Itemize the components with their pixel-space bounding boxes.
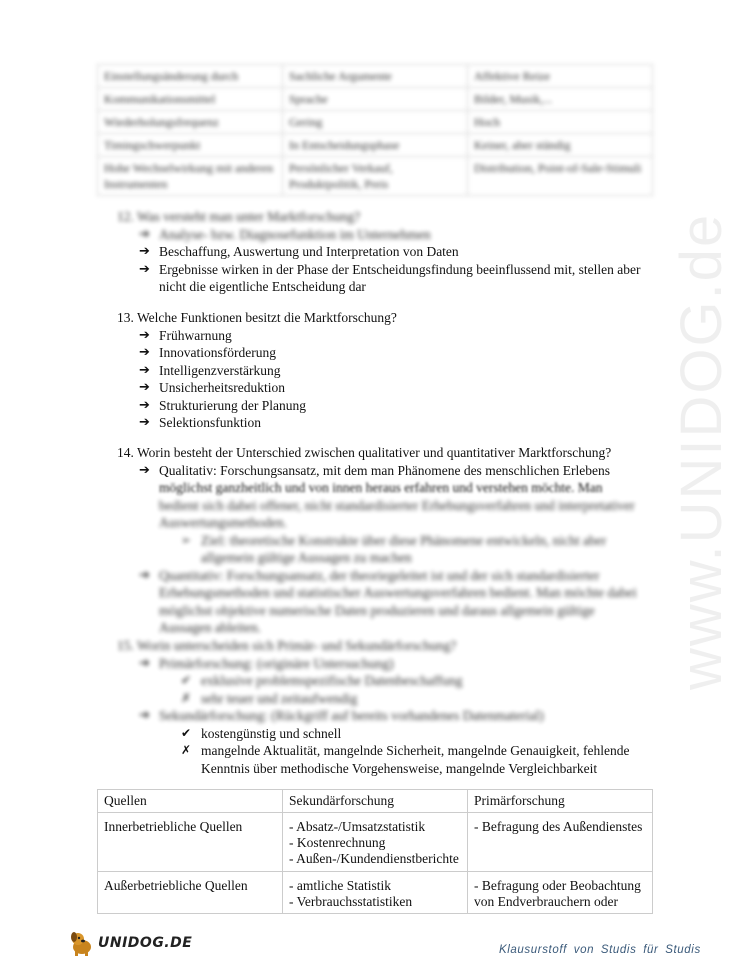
list-item <box>139 344 657 362</box>
list-item-text: Beschaffung, Auswertung und Interpretation von Daten <box>159 244 459 259</box>
answer-list <box>117 327 657 432</box>
answer-list <box>117 226 657 296</box>
secondary-label: Sekundärforschung: (Rückgriff auf bereits vorhandenes Datenmaterial) <box>159 708 544 723</box>
cross-icon: ✗ <box>181 743 192 757</box>
sub-list-item-text: exklusive problemspezifische Datenbeschaffung <box>201 673 463 688</box>
sub-list-item-text: sehr teuer und zeitaufwendig <box>201 690 358 706</box>
list-item-text: Selektionsfunktion <box>159 415 261 430</box>
table-header-row <box>98 790 653 813</box>
table-cell: Sachliche Argumente <box>283 65 468 88</box>
table-row <box>98 111 653 134</box>
qualitative-line-2: möglichst ganzheitlich und von innen heraus erfahren und verstehen möchte. Man <box>159 480 603 495</box>
sub-list <box>159 725 637 778</box>
table-row <box>98 157 653 196</box>
table-cell: Bilder, Musik,... <box>468 88 653 111</box>
list-item-text: Intelligenzverstärkung <box>159 362 281 378</box>
arrow-right-icon: ➔ <box>139 327 150 343</box>
sub-list-item <box>181 532 637 567</box>
question-title: 12. Was versteht man unter Marktforschung? <box>117 209 361 224</box>
list-item-text: Innovationsförderung <box>159 345 276 360</box>
table-cell: Distribution, Point-of-Sale-Stimuli <box>468 157 653 196</box>
list-item <box>139 707 637 777</box>
list-item <box>139 261 657 296</box>
arrow-right-icon: ➔ <box>139 261 150 277</box>
table-row <box>98 65 653 88</box>
list-item-text: Frühwarnung <box>159 327 232 343</box>
table-cell: Affektive Reize <box>468 65 653 88</box>
arrow-right-icon: ➔ <box>139 226 150 242</box>
sub-list-item <box>181 690 637 708</box>
arrow-right-icon: ➔ <box>139 567 150 583</box>
list-item <box>139 379 657 397</box>
list-item-text: Strukturierung der Planung <box>159 397 306 413</box>
question-title: 15. Worin unterscheiden sich Primär- und Sekundärforschung? <box>117 638 457 653</box>
list-item <box>139 655 637 708</box>
table-cell: Hohe Wechselwirkung mit anderen Instrumenten <box>98 157 283 196</box>
check-icon: ✔ <box>181 725 192 740</box>
table-cell: Kommunikationsmittel <box>98 88 283 111</box>
list-item-text: Unsicherheitsreduktion <box>159 380 285 395</box>
pointer-arrow-icon: ➢ <box>181 532 192 547</box>
column-header: Primärforschung <box>468 790 653 813</box>
cell-line: - Kostenrechnung <box>289 835 386 850</box>
table-cell: Hoch <box>468 111 653 134</box>
table-row <box>98 813 653 872</box>
sub-list-item <box>181 672 637 690</box>
table-cell: Außerbetriebliche Quellen <box>98 872 283 914</box>
question-15 <box>117 637 637 777</box>
answer-list <box>117 462 637 637</box>
list-item <box>139 462 637 567</box>
table-cell: Sprache <box>283 88 468 111</box>
top-comparison-table <box>97 64 653 196</box>
table-row <box>98 88 653 111</box>
dog-mascot-icon <box>68 929 96 957</box>
table-row <box>98 134 653 157</box>
arrow-right-icon: ➔ <box>139 655 150 671</box>
list-item <box>139 362 657 380</box>
list-item <box>139 327 657 345</box>
list-item <box>139 567 637 637</box>
sub-list-item <box>181 742 637 777</box>
table-cell: - Befragung oder Beobachtung von Endverbrauchern oder <box>468 872 653 914</box>
table-cell: Einstellungsänderung durch <box>98 65 283 88</box>
answer-list <box>117 655 637 778</box>
qualitative-line-3: bedient sich dabei offener, nicht standardisierter Erhebungsverfahren und interpretativer Auswertungsmethoden. <box>159 497 635 530</box>
footer-tagline: Klausurstoff von Studis für Studis <box>499 944 701 956</box>
question-title: 13. Welche Funktionen besitzt die Marktforschung? <box>117 310 397 325</box>
table-cell: In Entscheidungsphase <box>283 134 468 157</box>
cell-line: - Verbrauchsstatistiken <box>289 894 413 909</box>
table-cell: - Befragung des Außendienstes <box>468 813 653 872</box>
list-item-text: Analyse- bzw. Diagnosefunktion im Unternehmen <box>159 226 431 242</box>
sub-list-item-text: Ziel: theoretische Konstrukte über diese Phänomene entwickeln, nicht aber allgemein gültige Aussagen zu machen <box>201 532 607 565</box>
sub-list-item-text: kostengünstig und schnell <box>201 725 342 741</box>
watermark-text: www.UNIDOG.de <box>669 212 734 690</box>
table-cell: Persönlicher Verkauf, Produktpolitik, Preis <box>283 157 468 196</box>
list-item-text: Ergebnisse wirken in der Phase der Entscheidungsfindung beeinflussend mit, stellen aber nicht die eigentliche Entscheidung dar <box>159 261 641 294</box>
sub-list-item-text: mangelnde Aktualität, mangelnde Sicherheit, mangelnde Genauigkeit, fehlende Kenntnis über methodische Vorgehensweise, mangelnde Vergleichbarkeit <box>201 743 630 776</box>
table-cell: Gering <box>283 111 468 134</box>
column-header: Quellen <box>98 790 283 813</box>
arrow-right-icon: ➔ <box>139 244 150 259</box>
table-cell <box>283 872 468 914</box>
primary-label: Primärforschung: (originäre Untersuchung) <box>159 655 394 671</box>
sub-list <box>159 532 637 567</box>
arrow-right-icon: ➔ <box>139 462 150 478</box>
arrow-right-icon: ➔ <box>139 397 150 413</box>
list-item <box>139 397 657 415</box>
sources-table <box>97 789 653 914</box>
column-header: Sekundärforschung <box>283 790 468 813</box>
cell-line: - amtliche Statistik <box>289 878 391 893</box>
arrow-right-icon: ➔ <box>139 362 150 378</box>
sub-list-item <box>181 725 637 743</box>
table-cell: Keiner, aber ständig <box>468 134 653 157</box>
table-cell: Timingschwerpunkt <box>98 134 283 157</box>
cell-line: - Absatz-/Umsatzstatistik <box>289 819 426 834</box>
arrow-right-icon: ➔ <box>139 708 150 723</box>
cross-icon: ✗ <box>181 690 192 705</box>
qualitative-line-1: Qualitativ: Forschungsansatz, mit dem man Phänomene des menschlichen Erlebens <box>159 462 611 478</box>
question-13 <box>117 309 657 432</box>
table-cell: Innerbetriebliche Quellen <box>98 813 283 872</box>
table-cell <box>283 813 468 872</box>
list-item <box>139 414 657 432</box>
question-12 <box>117 208 657 296</box>
table-row <box>98 872 653 914</box>
question-title: 14. Worin besteht der Unterschied zwischen qualitativer und quantitativer Marktforschung? <box>117 445 612 460</box>
arrow-right-icon: ➔ <box>139 345 150 360</box>
list-item-text: Quantitativ: Forschungsansatz, der theoriegeleitet ist und der sich standardisierter Erhebungsmethoden und statistischer Auswertungsverfahren bedient. Man möchte dabei möglichst objektive numerische Daten produzieren und daraus allgemein gültige Aussagen ableiten. <box>159 567 637 635</box>
sub-list <box>159 672 637 707</box>
arrow-right-icon: ➔ <box>139 380 150 395</box>
unidog-logo <box>68 928 192 958</box>
list-item <box>139 243 657 261</box>
arrow-right-icon: ➔ <box>139 415 150 430</box>
question-14 <box>117 444 637 637</box>
logo-text: UNIDOG.DE <box>98 935 193 951</box>
list-item <box>139 226 657 244</box>
cell-line: - Außen-/Kundendienstberichte <box>289 851 459 866</box>
table-cell: Wiederholungsfrequenz <box>98 111 283 134</box>
check-icon: ✔ <box>181 673 192 687</box>
